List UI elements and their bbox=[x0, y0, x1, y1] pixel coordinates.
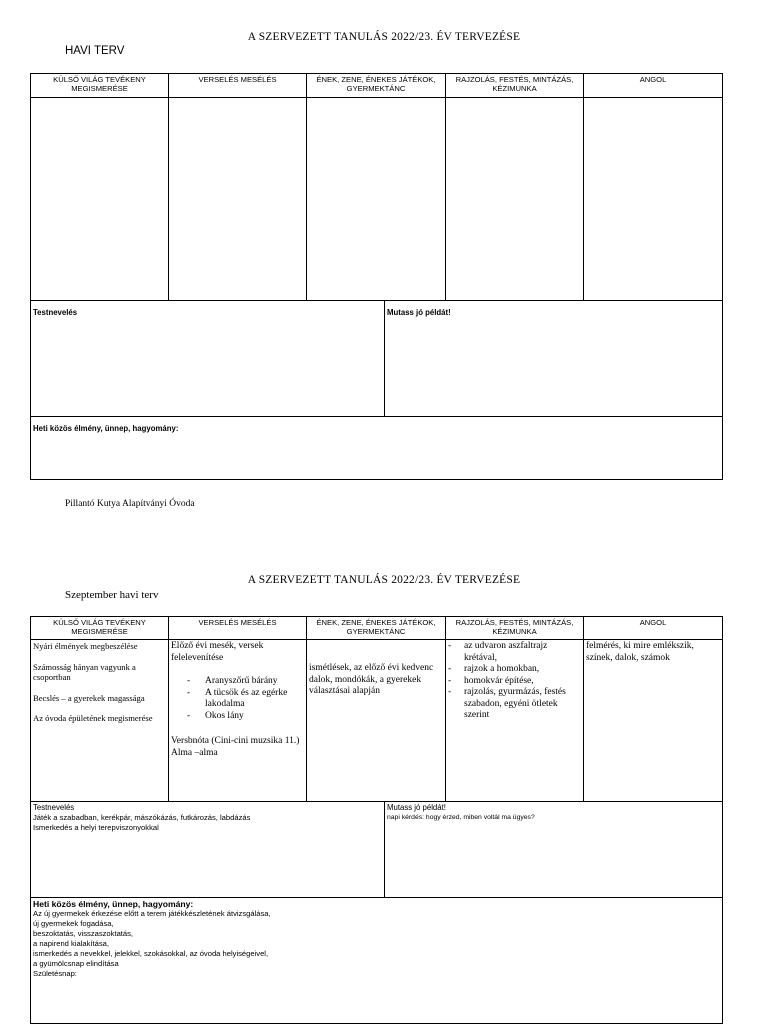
heti-line-1: Az új gyermekek érkezése előtt a terem játékkészletének átvizsgálása, bbox=[33, 909, 271, 918]
col3-text: ismétlések, az előző évi kedvenc dalok, mondókák, a gyerekek választásai alapján bbox=[309, 663, 434, 696]
col1-text-3: Becslés – a gyerekek magassága bbox=[33, 692, 145, 703]
header-rajzolas: RAJZOLÁS, FESTÉS, MINTÁZÁS, KÉZIMUNKA bbox=[446, 74, 584, 98]
heti-line-2: új gyermekek fogadása, bbox=[33, 919, 114, 928]
col2-intro: Előző évi mesék, versek felelevenítése bbox=[171, 641, 264, 663]
heti-line-7: Születésnap: bbox=[33, 969, 77, 978]
page1-lower-table bbox=[30, 300, 723, 480]
cell-angol bbox=[584, 98, 723, 301]
mutass-label: Mutass jó példát! bbox=[387, 308, 451, 317]
cell-verseles bbox=[169, 98, 307, 301]
col5-text: felmérés, ki mire emlékszik, színek, dalok, számok bbox=[586, 641, 694, 663]
page1-subject-table bbox=[30, 73, 723, 301]
col2-item-2: - A tücsök és az egérke lakodalma bbox=[187, 688, 304, 711]
cell-kulso-vilag bbox=[31, 98, 169, 301]
testneveles-label: Testnevelés bbox=[33, 308, 78, 317]
page2-subtitle: Szeptember havi terv bbox=[65, 589, 159, 601]
cell-angol bbox=[584, 640, 723, 802]
testneveles-line-1: Játék a szabadban, kerékpár, mászókázás, futkározás, labdázás bbox=[33, 813, 251, 822]
col2-alma: Alma –alma bbox=[171, 747, 218, 758]
col2-item-1: - Aranyszőrű bárány bbox=[187, 676, 304, 688]
col4-item-1: - az udvaron aszfaltrajz krétával, bbox=[448, 641, 581, 664]
header-angol: ANGOL bbox=[584, 617, 723, 640]
heti-label: Heti közös élmény, ünnep, hagyomány: bbox=[33, 424, 179, 433]
col4-item-4: - rajzolás, gyurmázás, festés szabadon, egyéni ötletek szerint bbox=[448, 687, 581, 722]
cell-rajzolas bbox=[446, 98, 584, 301]
page1-footer: Pillantó Kutya Alapítványi Óvoda bbox=[65, 499, 195, 509]
col1-text-2: Számosság hányan vagyunk a csoportban bbox=[33, 661, 136, 682]
cell-heti bbox=[31, 417, 723, 480]
page2-title: A SZERVEZETT TANULÁS 2022/23. ÉV TERVEZÉSE bbox=[247, 574, 521, 586]
col1-text-1: Nyári élmények megbeszélése bbox=[33, 641, 138, 651]
cell-kulso-vilag bbox=[31, 640, 169, 802]
cell-rajzolas bbox=[446, 640, 584, 802]
cell-testneveles bbox=[31, 802, 385, 898]
cell-testneveles bbox=[31, 301, 385, 417]
header-enek-zene: ÉNEK, ZENE, ÉNEKES JÁTÉKOK, GYERMEKTÁNC bbox=[307, 617, 446, 640]
cell-enek-zene bbox=[307, 640, 446, 802]
cell-heti bbox=[31, 898, 723, 1024]
col2-verse: Versbnóta (Cini-cini muzsika 11.) bbox=[171, 736, 300, 746]
heti-label: Heti közös élmény, ünnep, hagyomány: bbox=[33, 899, 194, 909]
cell-mutass bbox=[385, 802, 723, 898]
header-angol: ANGOL bbox=[584, 74, 723, 98]
col4-list bbox=[448, 641, 581, 722]
heti-line-6: a gyümölcsnap elindítása bbox=[33, 959, 119, 968]
page2-subject-table bbox=[30, 616, 723, 802]
heti-line-3: beszoktatás, visszaszoktatás, bbox=[33, 929, 134, 938]
mutass-label: Mutass jó példát! bbox=[387, 803, 446, 812]
mutass-text: napi kérdés: hogy érzed, miben voltál ma ügyes? bbox=[387, 814, 535, 821]
cell-mutass bbox=[385, 301, 723, 417]
col2-list bbox=[187, 676, 304, 722]
col1-text-4: Az óvoda épületének megismerése bbox=[33, 713, 153, 723]
page1-subtitle: HAVI TERV bbox=[65, 45, 125, 57]
header-verseles: VERSELÉS MESÉLÉS bbox=[169, 74, 307, 98]
page1-title: A SZERVEZETT TANULÁS 2022/23. ÉV TERVEZÉSE bbox=[247, 31, 521, 43]
header-enek-zene: ÉNEK, ZENE, ÉNEKES JÁTÉKOK, GYERMEKTÁNC bbox=[307, 74, 446, 98]
header-verseles: VERSELÉS MESÉLÉS bbox=[169, 617, 307, 640]
heti-line-4: a napirend kialakítása, bbox=[33, 939, 109, 948]
cell-verseles bbox=[169, 640, 307, 802]
col4-item-2: - rajzok a homokban, bbox=[448, 664, 581, 676]
header-kulso-vilag: KÜLSŐ VILÁG TEVÉKENY MEGISMERÉSE bbox=[31, 617, 169, 640]
col2-item-3: - Okos lány bbox=[187, 711, 304, 723]
col4-item-3: - homokvár építése, bbox=[448, 676, 581, 688]
heti-line-5: ismerkedés a nevekkel, jelekkel, szokásokkal, az óvoda helyiségeivel, bbox=[33, 949, 269, 958]
testneveles-label: Testnevelés bbox=[33, 803, 75, 812]
testneveles-line-2: Ismerkedés a helyi terepviszonyokkal bbox=[33, 823, 159, 832]
header-kulso-vilag: KÜLSŐ VILÁG TEVÉKENY MEGISMERÉSE bbox=[31, 74, 169, 98]
page2-lower-table bbox=[30, 801, 723, 1024]
header-rajzolas: RAJZOLÁS, FESTÉS, MINTÁZÁS, KÉZIMUNKA bbox=[446, 617, 584, 640]
cell-enek-zene bbox=[307, 98, 446, 301]
